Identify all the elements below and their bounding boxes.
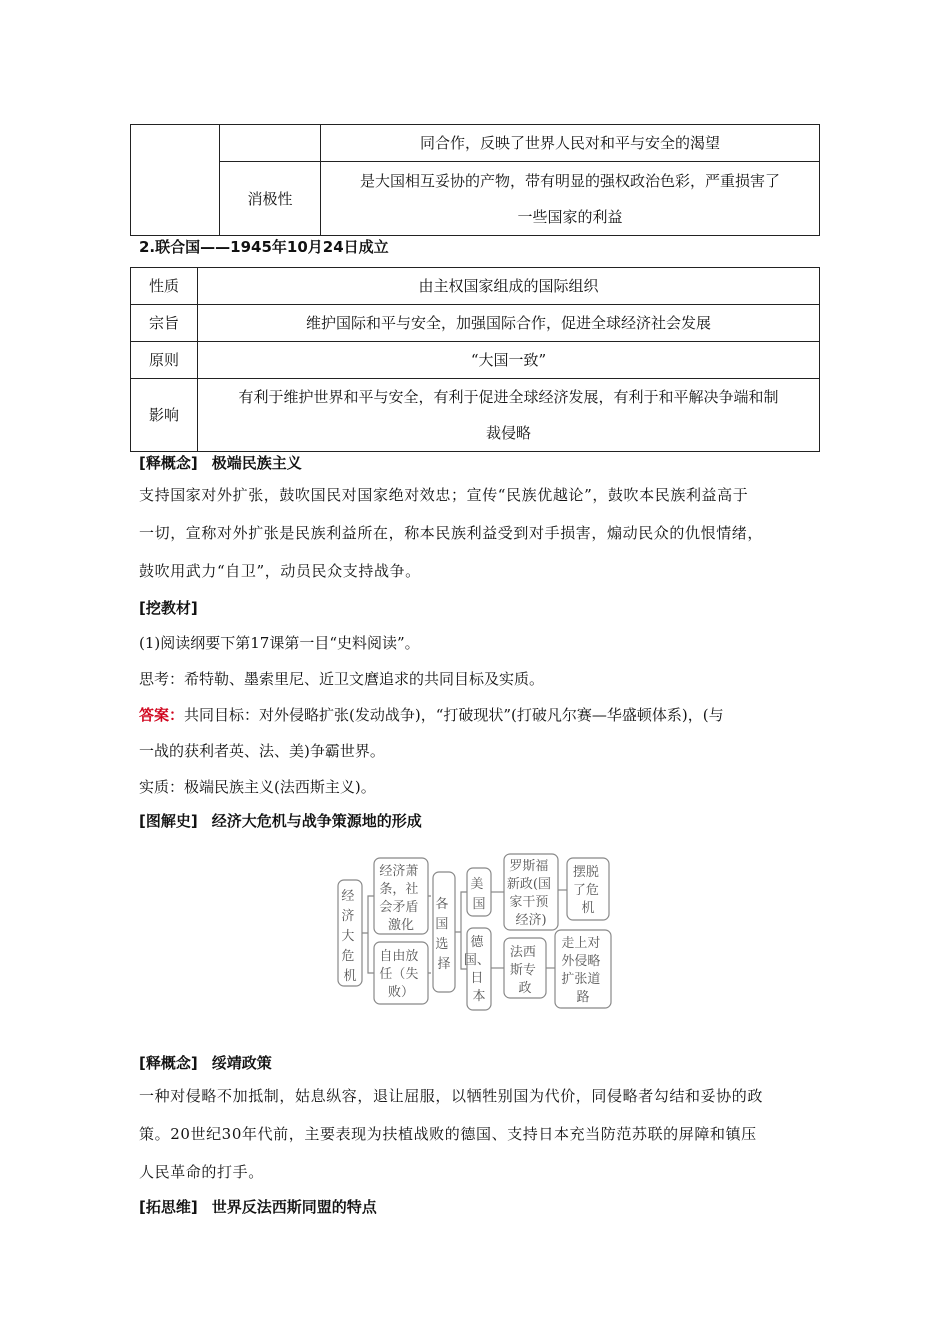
table-continued [130,124,820,236]
node-line: 斯专 [509,963,536,978]
table-cell: “大国一致” [198,342,820,379]
concept-heading [139,452,302,473]
heading-tag: [拓思维] [139,1198,198,1216]
table-label-cell: 消极性 [220,162,321,236]
table-label-cell: 原则 [131,342,198,379]
heading-title: 经济大危机与战争策源地的形成 [211,812,422,830]
node-line: 罗斯福 [509,859,549,874]
table-cell: 由主权国家组成的国际组织 [198,268,820,305]
thinking-heading [139,1196,377,1217]
node-line: 经 [341,889,355,904]
concept-paragraph [139,476,811,590]
un-table [130,267,820,452]
node-line: 任（失 [379,967,419,982]
diagram-heading [139,810,422,831]
cell-line: 是大国相互妥协的产物，带有明显的强权政治色彩，严重损害了 [359,171,780,190]
node-line: 扩张道 [561,972,601,987]
answer-line [139,704,724,725]
node-line: 会矛盾 [379,900,419,915]
answer-text: 共同目标：对外侵略扩张(发动战争)，“打破现状”(打破凡尔赛—华盛顿体系)，(与 [184,706,724,724]
node-line: 济 [341,909,355,924]
node-line: 经济萧 [379,864,419,879]
table-label-cell: 宗旨 [131,305,198,342]
cell-line: 裁侵略 [485,424,531,442]
node-line: 本 [472,989,486,1004]
node-escape [573,864,603,916]
node-line: 了危 [572,883,599,898]
node-choice [435,896,452,972]
node-line: 走上对 [561,936,601,951]
node-line: 条，社 [379,882,419,897]
node-new-deal [507,859,555,928]
concept-paragraph [139,1077,811,1191]
node-line: 机 [581,901,595,916]
node-line: 择 [437,957,451,972]
node-line: 国 [435,917,449,932]
flow-diagram [330,850,620,1015]
concept-heading [139,1052,272,1073]
para-line: 鼓吹用武力“自卫”，动员民众支持战争。 [139,562,421,580]
node-germany-japan [464,935,494,1004]
heading-tag: [挖教材] [139,599,198,617]
node-line: 国、 [463,953,490,968]
section-title: 2.联合国——1945年10月24日成立 [139,238,389,256]
table-cell: 维护国际和平与安全，加强国际合作，促进全球经济社会发展 [198,305,820,342]
heading-tag: [图解史] [139,812,198,830]
node-line: 德 [470,935,484,950]
node-line: 大 [341,929,355,944]
heading-title: 世界反法西斯同盟的特点 [211,1198,377,1216]
table-empty-cell [131,125,220,236]
node-line: 家干预 [509,895,549,910]
node-line: 自由放 [379,949,419,964]
text-line: (1)阅读纲要下第17课第一目“史料阅读”。 [139,634,420,652]
node-crisis [341,889,358,984]
node-laissez [379,949,422,1000]
text-line: 思考：希特勒、墨索里尼、近卫文麿追求的共同目标及实质。 [139,670,545,688]
para-line: 一种对侵略不加抵制，姑息纵容，退让屈服，以牺牲别国为代价，同侵略者勾结和妥协的政 [139,1087,764,1105]
node-line: 路 [576,990,590,1005]
node-box-choice [433,872,455,992]
node-line: 摆脱 [572,865,599,880]
node-line: 政 [518,981,532,996]
node-line: 日 [470,971,484,986]
textbook-heading [139,597,198,618]
para-line: 支持国家对外扩张，鼓吹国民对国家绝对效忠；宣传“民族优越论”，鼓吹本民族利益高于 [139,486,749,504]
para-line: 一切，宣称对外扩张是民族利益所在，称本民族利益受到对手损害，煽动民众的仇恨情绪， [139,524,764,542]
node-line: 各 [435,897,449,912]
para-line: 策。20世纪30年代前，主要表现为扶植战败的德国、支持日本充当防范苏联的屏障和镇压 [139,1125,757,1143]
heading-title: 绥靖政策 [211,1054,272,1072]
table-empty-cell [220,125,321,162]
para-line: 人民革命的打手。 [139,1163,264,1181]
node-line: 选 [435,937,449,952]
text-line: 实质：极端民族主义(法西斯主义)。 [139,778,376,796]
heading-tag: [释概念] [139,1054,198,1072]
node-line: 经济) [515,913,547,928]
node-line: 败） [387,985,415,1000]
node-fascism [510,944,540,996]
text-line: 一战的获利者英、法、美)争霸世界。 [139,742,385,760]
node-line: 国 [472,897,486,912]
table-cell [321,162,820,236]
node-line: 外侵略 [561,954,601,969]
cell-line: 一些国家的利益 [517,207,623,226]
table-cell [198,379,820,452]
heading-tag: [释概念] [139,454,198,472]
node-line: 美 [470,877,484,892]
node-line: 危 [341,949,355,964]
node-depression [379,863,422,933]
table-cell: 同合作，反映了世界人民对和平与安全的渴望 [321,125,820,162]
node-line: 激化 [387,918,415,933]
connector [362,896,374,973]
table-label-cell: 性质 [131,268,198,305]
cell-line: 有利于维护世界和平与安全，有利于促进全球经济发展，有利于和平解决争端和制 [238,388,779,406]
node-line: 机 [343,969,357,984]
node-expansion [561,935,604,1005]
node-line: 法西 [509,945,536,960]
node-line: 新政(国 [506,877,551,892]
node-usa [470,877,487,912]
answer-label: 答案： [139,706,185,724]
heading-title: 极端民族主义 [211,454,302,472]
table-label-cell: 影响 [131,379,198,452]
